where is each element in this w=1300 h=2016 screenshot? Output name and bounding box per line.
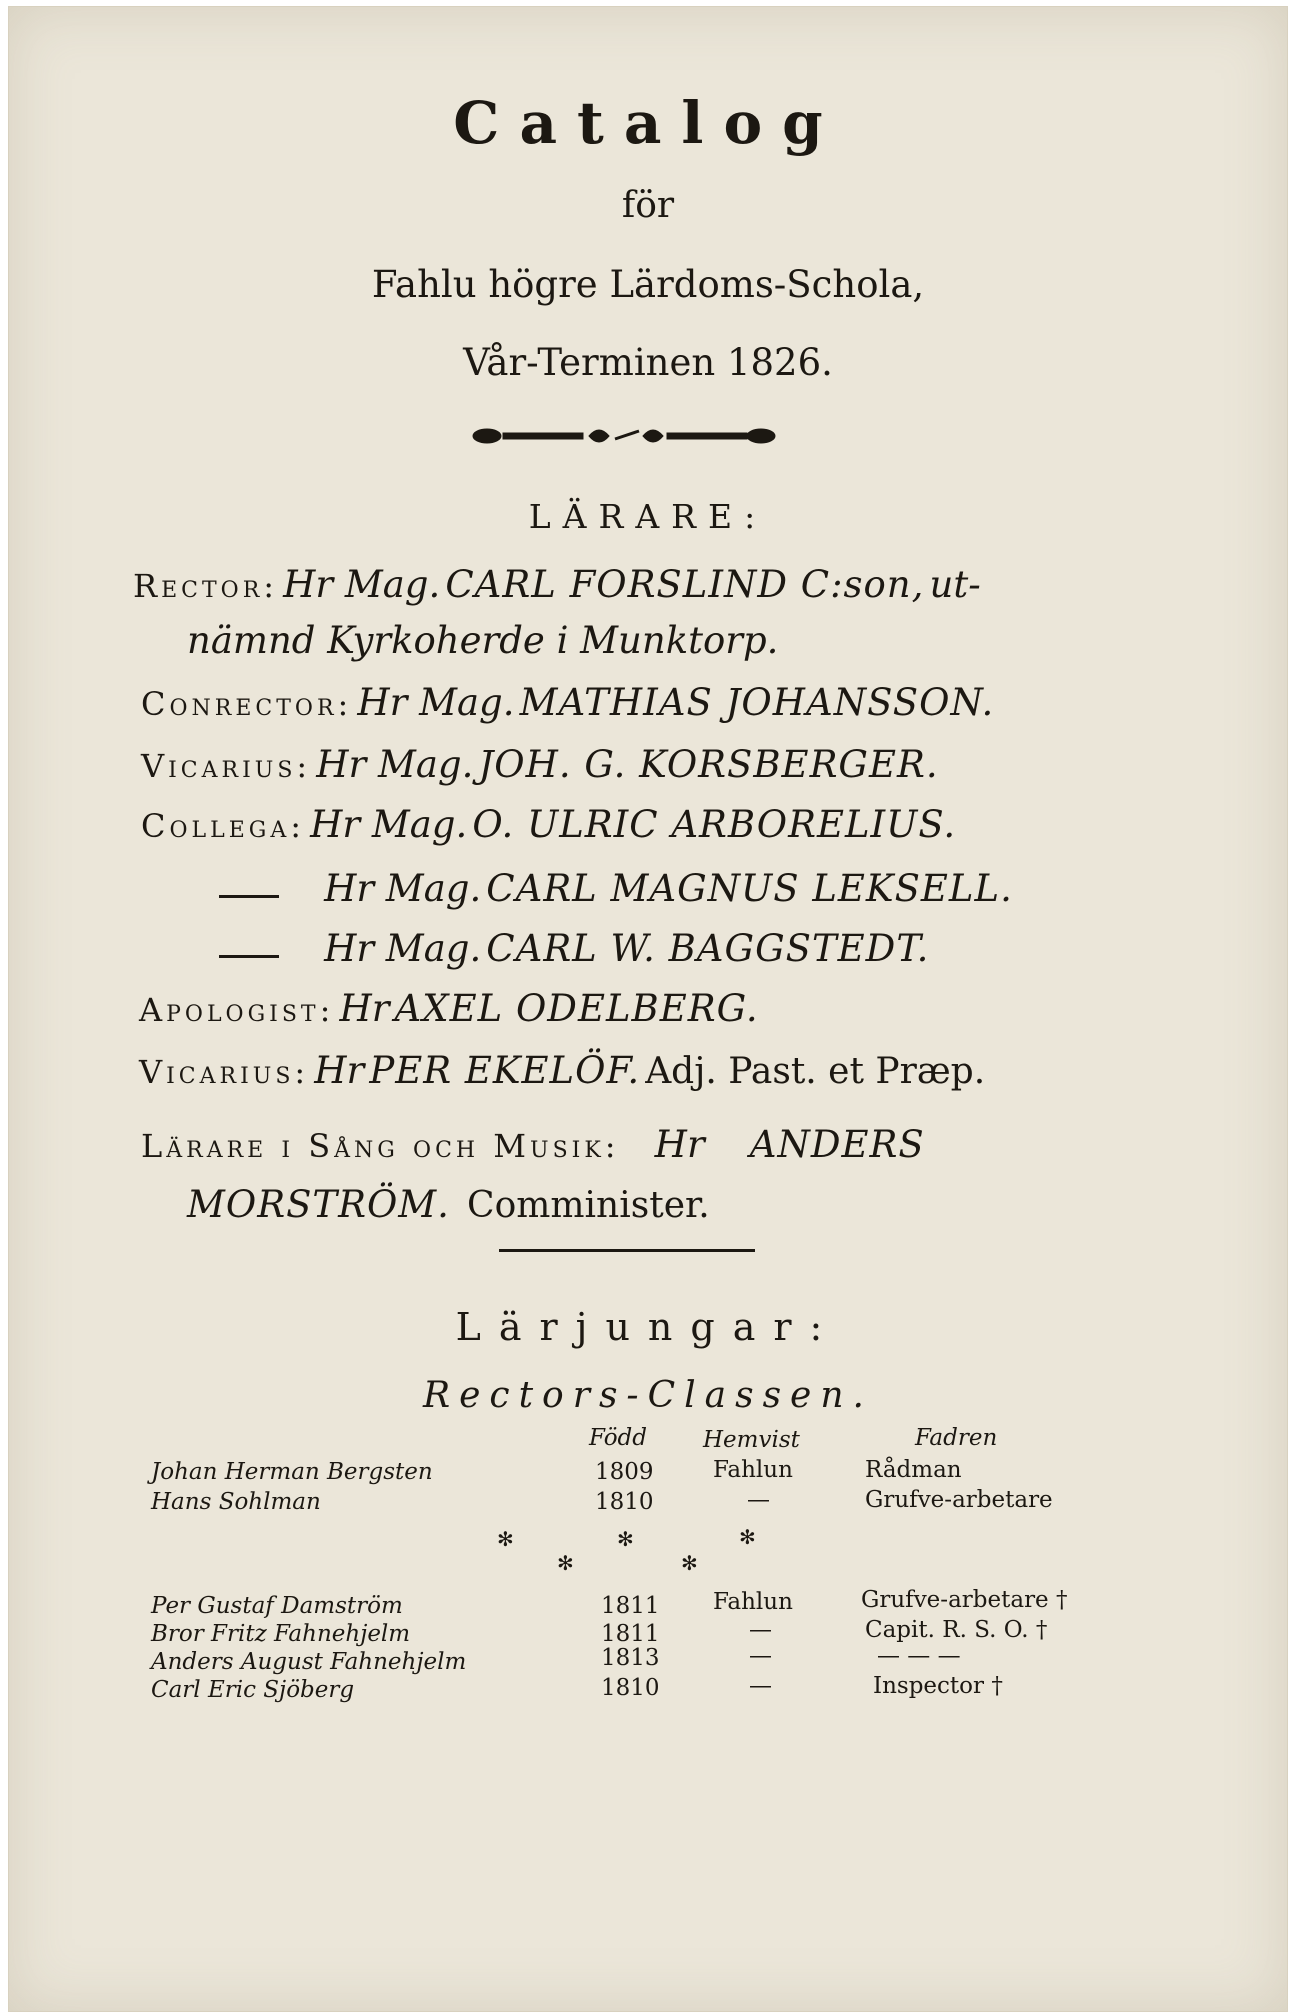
rector-line2	[187, 619, 778, 662]
vicarius2-name: PER EKELÖF.	[369, 1049, 641, 1092]
rector-label: Rector:	[133, 567, 279, 605]
rector-line	[133, 563, 981, 606]
vicarius2-rest: Adj. Past. et Præp.	[645, 1051, 986, 1092]
student-name: Hans Sohlman	[151, 1489, 321, 1515]
asterisk-separator: ✻	[681, 1551, 698, 1575]
asterisk-separator: ✻	[739, 1525, 756, 1549]
student-born: 1810	[595, 1489, 654, 1515]
student-home: —	[749, 1673, 772, 1699]
vicarius-name: JOH. G. KORSBERGER.	[478, 743, 939, 786]
col-home-header: Hemvist	[703, 1427, 800, 1453]
student-home: —	[747, 1487, 770, 1513]
collega2-name: CARL MAGNUS LEKSELL.	[486, 867, 1013, 910]
student-name: Carl Eric Sjöberg	[151, 1677, 355, 1703]
collega-label: Collega:	[141, 807, 306, 845]
vicarius2-line	[139, 1049, 985, 1092]
conrector-title: Hr Mag.	[357, 681, 515, 724]
music-rest: Comminister.	[467, 1185, 710, 1226]
ditto-dash	[219, 895, 279, 898]
collega-name: O. ULRIC ARBORELIUS.	[472, 803, 957, 846]
vicarius-title: Hr Mag.	[316, 743, 474, 786]
music-teacher-line	[141, 1123, 925, 1166]
music-label: Lärare i Sång och Musik:	[141, 1127, 620, 1165]
collega3-name: CARL W. BAGGSTEDT.	[486, 927, 930, 970]
student-father: Rådman	[865, 1457, 962, 1483]
student-father: Grufve-arbetare	[865, 1487, 1053, 1513]
collega2-title: Hr Mag.	[324, 867, 482, 910]
document-page	[8, 6, 1288, 2012]
student-home: —	[749, 1617, 772, 1643]
student-father: Grufve-arbetare †	[861, 1587, 1068, 1613]
conrector-label: Conrector:	[141, 685, 353, 723]
apologist-title: Hr	[339, 987, 390, 1030]
vicarius2-label: Vicarius:	[139, 1053, 310, 1091]
student-name: Bror Fritz Fahnehjelm	[151, 1621, 411, 1647]
rector-name: CARL FORSLIND C:son,	[445, 563, 925, 606]
student-born: 1810	[601, 1675, 660, 1701]
page-title: Catalog	[453, 89, 843, 157]
apologist-line	[139, 987, 759, 1030]
ornament-divider	[9, 421, 1287, 451]
collega2-line	[139, 867, 1013, 910]
student-father: — — —	[877, 1643, 961, 1669]
student-born: 1811	[601, 1593, 660, 1619]
rector-rest1: ut-	[929, 563, 981, 606]
apologist-name: AXEL ODELBERG.	[394, 987, 759, 1030]
student-name: Anders August Fahnehjelm	[151, 1649, 467, 1675]
student-father: Inspector †	[873, 1673, 1003, 1699]
rector-title: Hr Mag.	[283, 563, 441, 606]
student-home: —	[749, 1643, 772, 1669]
student-born: 1809	[595, 1459, 654, 1485]
music-name1: ANDERS	[749, 1123, 925, 1166]
vicarius-line	[141, 743, 939, 786]
ditto-dash	[219, 955, 279, 958]
col-father-header: Fadren	[915, 1425, 998, 1451]
student-father: Capit. R. S. O. †	[865, 1617, 1048, 1643]
music-teacher-line2	[187, 1183, 710, 1226]
vicarius2-title: Hr	[314, 1049, 365, 1092]
music-name2: MORSTRÖM.	[187, 1183, 450, 1226]
term-line: Vår-Terminen 1826.	[463, 341, 833, 384]
vicarius-label: Vicarius:	[141, 747, 312, 785]
collega-title: Hr Mag.	[310, 803, 468, 846]
collega3-line	[139, 927, 929, 970]
rector-rest2: nämnd Kyrkoherde i Munktorp.	[187, 619, 779, 662]
conrector-name: MATHIAS JOHANSSON.	[519, 681, 995, 724]
asterisk-separator: ✻	[557, 1551, 574, 1575]
student-born: 1813	[601, 1645, 660, 1671]
students-heading: Lärjungar:	[455, 1305, 841, 1349]
conrector-line	[141, 681, 994, 724]
student-name: Johan Herman Bergsten	[151, 1459, 433, 1485]
collega3-title: Hr Mag.	[324, 927, 482, 970]
teachers-heading: LÄRARE:	[528, 497, 768, 536]
school-name: Fahlu högre Lärdoms-Schola,	[371, 263, 925, 306]
student-born: 1811	[601, 1621, 660, 1647]
asterisk-separator: ✻	[617, 1527, 634, 1551]
collega-line	[141, 803, 956, 846]
music-title: Hr	[654, 1123, 705, 1166]
student-name: Per Gustaf Damström	[151, 1593, 403, 1619]
asterisk-separator: ✻	[497, 1527, 514, 1551]
student-home: Fahlun	[713, 1589, 793, 1615]
section-divider	[499, 1249, 755, 1252]
class-heading: Rectors-Classen.	[423, 1375, 873, 1416]
student-home: Fahlun	[713, 1457, 793, 1483]
apologist-label: Apologist:	[139, 991, 335, 1029]
col-born-header: Född	[589, 1425, 647, 1451]
subtitle-for: för	[621, 185, 675, 226]
